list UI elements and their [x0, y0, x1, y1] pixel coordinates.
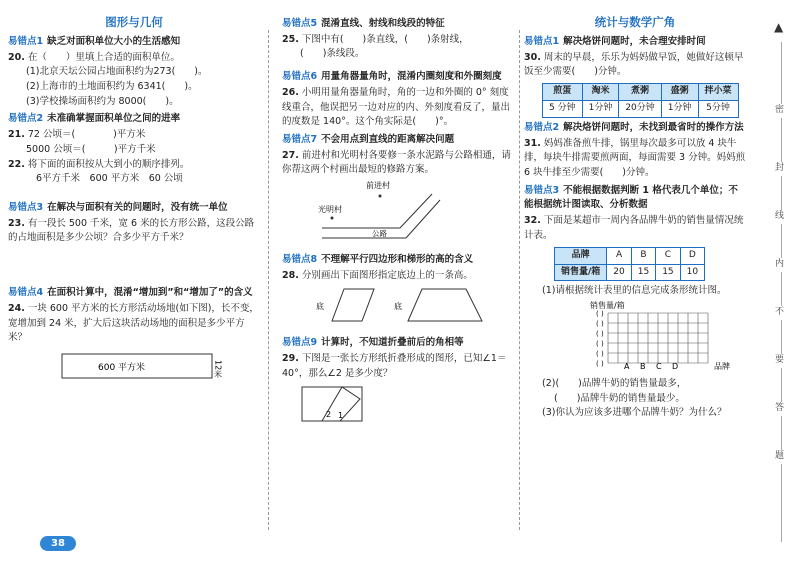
q20-item: (1)北京天坛公园占地面积约为273( )。	[26, 66, 208, 78]
sub-question-2b: ( )品牌牛奶的销售量最少。	[554, 392, 685, 404]
parallelogram	[332, 289, 374, 321]
question-28: 28. 分别画出下面图形指定底边上的一条高。	[282, 269, 473, 281]
page-number: 38	[40, 536, 76, 551]
section-title: 图形与几何	[105, 15, 163, 29]
question-27: 27. 前进村和光明村各要修一条水泥路与公路相通，请你帮这两个村画出最短的修路方案。	[282, 149, 511, 176]
question-20: 20. 在（ ）里填上合适的面积单位。	[8, 51, 180, 63]
category-label: D	[672, 362, 679, 372]
category-label: C	[656, 362, 662, 372]
table-row: 5 分钟 1分钟 20分钟 1分钟 5分钟	[543, 100, 739, 117]
angle-label: 2	[326, 410, 332, 420]
chart-grid	[596, 310, 708, 368]
axis-blank: ( )	[596, 320, 604, 329]
category-label: A	[624, 362, 630, 372]
axis-blank: ( )	[596, 310, 604, 319]
error-point-1: 易错点1 解决烙饼问题时，未合理安排时间	[524, 35, 706, 47]
figure-29	[282, 381, 502, 425]
question-24: 24. 一块 600 平方米的长方形活动场地(如下图)，长不变，宽增加到 24 米，扩大后这块活动场地的面积是多少平方米？	[8, 302, 259, 344]
chart-ylabel: 销售量/箱	[590, 301, 625, 311]
base-label: 底	[394, 302, 402, 312]
category-label: B	[640, 362, 646, 372]
question-32: 32. 下面是某超市一周内各品牌牛奶的销售量情况统计表。	[524, 215, 744, 241]
question-29: 29. 下图是一张长方形纸折叠形成的图形，已知∠1＝40°，那么∠2 是多少度？	[282, 352, 507, 379]
column-divider	[268, 30, 269, 530]
error-point-1: 易错点1 缺乏对面积单位大小的生活感知	[8, 35, 181, 47]
road-label: 公路	[372, 229, 387, 239]
figure-24	[48, 350, 248, 384]
table-32	[554, 247, 705, 282]
error-point-3: 易错点3 不能根据数据判断 1 格代表几个单位；不能根据统计图读取、分析数据	[524, 184, 738, 211]
angle-label: 1	[338, 411, 344, 421]
q20-item: (2)上海市的土地面积约为 6341( )。	[26, 80, 198, 92]
seal-char: 密	[775, 104, 784, 118]
error-point-3: 易错点3 在解决与面积有关的问题时，没有统一单位	[8, 202, 228, 213]
error-point-2: 易错点2 解决烙饼问题时，未找到最省时的操作方法	[524, 121, 744, 133]
axis-blank: ( )	[596, 340, 604, 349]
trapezoid	[408, 289, 482, 321]
seal-line	[770, 14, 794, 554]
question-26: 26. 小明用量角器量角时，角的一边和外圈的 0° 刻度线重合，他误把另一边对应的内、外刻度看反了，量出的度数是 140°。这个角实际是( )°。	[282, 86, 511, 128]
table-row: 品牌 A B C D	[555, 247, 705, 264]
q25-line: ( )条线段。	[300, 48, 365, 60]
village-label: 前进村	[366, 181, 390, 191]
area-label: 600 平方米	[98, 363, 146, 374]
q21-line: 5000 公顷＝( )平方千米	[26, 143, 156, 155]
error-point-7: 易错点7 不会用点到直线的距离解决问题	[282, 134, 455, 146]
seal-char: 封	[775, 162, 784, 176]
figure-27	[282, 178, 502, 244]
column-statistics	[524, 14, 746, 421]
sub-question-1: (1)请根据统计表里的信息完成条形统计图。	[542, 285, 727, 297]
error-point-5: 易错点5 混淆直线、射线和线段的特征	[282, 18, 445, 29]
column-lines-angles	[282, 14, 514, 431]
question-21: 21. 72 公顷＝( )平方米	[8, 129, 146, 141]
error-point-6: 易错点6 用量角器量角时，混淆内圈刻度和外圈刻度	[282, 71, 502, 83]
side-label: 12米	[213, 360, 223, 379]
table-row: 煎蛋 淘米 煮粥 盛粥 拌小菜	[543, 83, 739, 100]
question-22: 22. 将下面的面积按从大到小的顺序排列。	[8, 158, 190, 170]
axis-blank: ( )	[596, 330, 604, 339]
village-point	[379, 195, 382, 198]
error-point-4: 易错点4 在面积计算中，混淆“增加到”和“增加了”的含义	[8, 287, 253, 299]
seal-char: 要	[775, 354, 784, 368]
seal-char: 题	[775, 450, 784, 464]
seal-char: 线	[775, 210, 784, 224]
column-geometry	[8, 14, 260, 390]
chart-xlabel: 品牌	[714, 362, 730, 372]
seal-char: 不	[775, 306, 784, 320]
base-label: 底	[316, 302, 324, 312]
column-divider	[519, 30, 520, 530]
question-25: 25. 下图中有( )条直线，( )条射线，	[282, 33, 469, 45]
sub-question-2: (2)( )品牌牛奶的销售量最多，	[542, 377, 687, 389]
seal-char: 内	[775, 258, 784, 272]
village-point	[331, 217, 334, 220]
table-row: 销售量/箱 20 15 15 10	[555, 264, 705, 281]
question-23: 23. 有一段长 500 千米，宽 6 米的长方形公路，这段公路的占地面积是多少公顷？合多少平方千米？	[8, 217, 255, 244]
q20-item: (3)学校操场面积约为 8000( )。	[26, 95, 179, 107]
question-31: 31. 妈妈准备煎牛排，锅里每次最多可以放 4 块牛排，每块牛排需要煎两面，每面需要 3 分钟。妈妈煎 6 块牛排至少需要( )分钟。	[524, 137, 746, 178]
axis-blank: ( )	[596, 360, 604, 369]
axis-blank: ( )	[596, 350, 604, 359]
seal-char: 答	[775, 402, 784, 416]
error-point-9: 易错点9 计算时，不知道折叠前后的角相等	[282, 337, 464, 349]
error-point-8: 易错点8 不理解平行四边形和梯形的高的含义	[282, 253, 474, 265]
q22-items: 6平方千米 600 平方米 60 公顷	[36, 173, 183, 185]
table-30	[542, 83, 739, 118]
error-point-2: 易错点2 未准确掌握面积单位之间的进率	[8, 113, 181, 125]
sub-question-3: (3)你认为应该多进哪个品牌牛奶？为什么？	[542, 407, 727, 419]
road-line	[406, 200, 440, 238]
village-label: 光明村	[318, 205, 342, 215]
section-title: 统计与数学广角	[594, 15, 676, 29]
figure-28	[282, 283, 502, 327]
rocket-icon: ▲	[774, 20, 784, 34]
question-30: 30. 周末的早晨，乐乐为妈妈做早饭，她做好这顿早饭至少需要( )分钟。	[524, 51, 744, 78]
bar-chart-grid	[524, 299, 744, 371]
road-line	[400, 194, 432, 228]
